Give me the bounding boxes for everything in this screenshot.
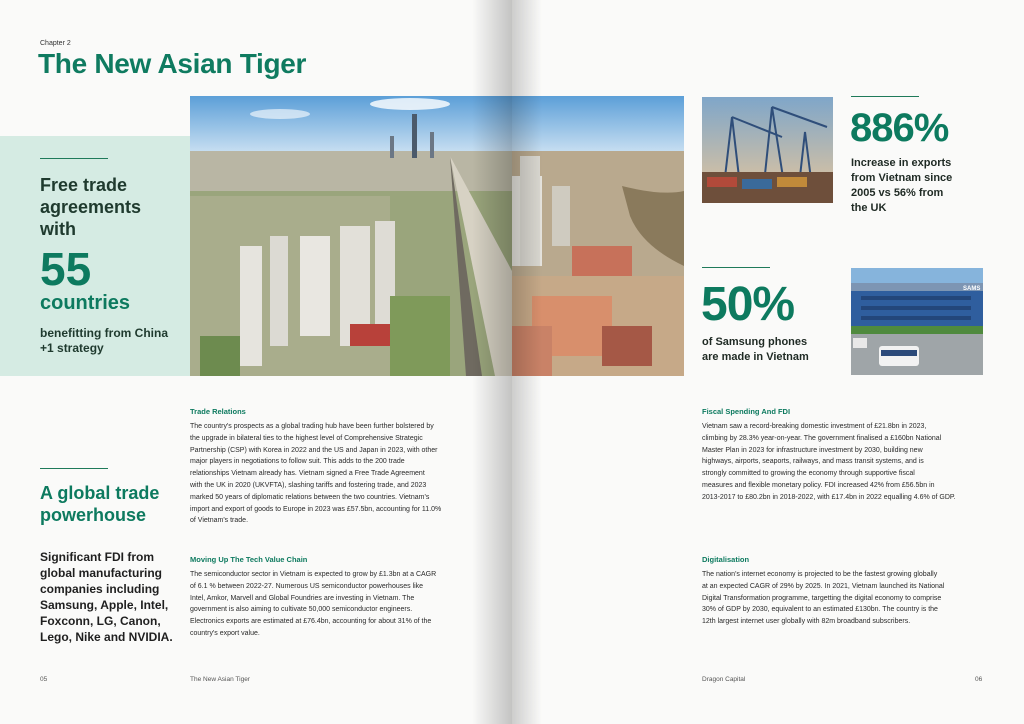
divider-rule bbox=[851, 96, 919, 97]
digitalisation-heading: Digitalisation bbox=[702, 555, 750, 564]
trade-relations-body: The country's prospects as a global trading hub have been further bolstered by the upgrade in bilateral ties to the highest level of Comprehensive Strategic Partnership (CSP) with Korea in 2022 and the US and Japan in 2023, with other major players in negotiations to follow suit. This adds to the 200 trade relationships Vietnam already has. Vietnam signed a Free Trade Agreement with the UK in 2020 (UKVFTA), slashing tariffs and fostering trade, and 2023 marked 50 years of diplomatic relations between the two countries. Vietnam's import and export of goods to Europe in 2023 was £57.5bn, accounting for 11.0% of Vietnam's trade. bbox=[190, 423, 442, 525]
svg-text:SAMS: SAMS bbox=[963, 286, 981, 292]
footer-label: Dragon Capital bbox=[702, 676, 746, 683]
stat-samsung-value: 50% bbox=[701, 278, 795, 331]
trade-relations-heading: Trade Relations bbox=[190, 407, 246, 416]
tech-value-chain-body: The semiconductor sector in Vietnam is expected to grow by £1.3bn at a CAGR of 6.1 % between 2022-27. Numerous US semiconductor powerhouses like Intel, Amkor, Marvell and Global Foundries are investing in Vietnam. The government is also aiming to cultivate 50,000 semiconductor engineers. Electronics exports are estimated at £76.4bn, accounting for about 31% of the country's export value. bbox=[190, 571, 437, 637]
free-trade-unit: countries bbox=[40, 292, 131, 314]
right-page bbox=[512, 0, 1024, 724]
free-trade-number: 55 bbox=[40, 243, 92, 295]
fdi-summary: Significant FDI from global manufacturing companies including Samsung, Apple, Intel, Foxconn, LG, Canon, Lego, Nike and NVIDIA. bbox=[40, 550, 173, 644]
footer-label: The New Asian Tiger bbox=[190, 676, 250, 683]
free-trade-title: Free trade agreements with bbox=[40, 175, 142, 239]
digitalisation-body: The nation's internet economy is projected to be the fastest growing globally at an expected CAGR of 29% by 2025. In 2021, Vietnam launched its National Digital Transformation programme, targetting the digital economy to comprise 30% of GDP by 2030, equivalent to an estimated £130bn. The country is the 12th largest internet user globally with 82m broadband subscribers. bbox=[702, 571, 945, 626]
page-number: 06 bbox=[975, 676, 983, 683]
stat-exports-value: 886% bbox=[850, 106, 949, 150]
fiscal-body: Vietnam saw a record-breaking domestic investment of £21.8bn in 2023, climbing by 28.3% year-on-year. The government finalised a £160bn National Master Plan in 2023 for infrastructure investment by 2030, building new highways, airports, seaports, railways, and mass transit systems, and is strongly committed to growing the economy through supportive fiscal measures and flexible monetary policy. FDI increased 42% from £56.5bn in 2013-2017 to £80.2bn in 2018-2022, with £17.4bn in 2022 equalling 4.6% of GDP. bbox=[702, 423, 956, 501]
page-number: 05 bbox=[40, 676, 48, 683]
free-trade-subtitle: benefitting from China +1 strategy bbox=[40, 326, 168, 355]
stat-samsung-text: of Samsung phones are made in Vietnam bbox=[702, 336, 809, 363]
fiscal-heading: Fiscal Spending And FDI bbox=[702, 407, 791, 416]
chapter-label: Chapter 2 bbox=[40, 40, 71, 47]
divider-rule bbox=[40, 158, 108, 159]
port-cranes-photo bbox=[702, 97, 833, 203]
tech-value-chain-heading: Moving Up The Tech Value Chain bbox=[190, 555, 308, 564]
global-trade-title: A global trade powerhouse bbox=[40, 483, 160, 525]
page-gutter-shadow bbox=[472, 0, 512, 724]
page-gutter-shadow bbox=[512, 0, 542, 724]
divider-rule bbox=[40, 468, 108, 469]
samsung-factory-photo bbox=[851, 268, 983, 375]
divider-rule bbox=[702, 267, 770, 268]
page-title: The New Asian Tiger bbox=[38, 48, 307, 79]
city-aerial-photo bbox=[190, 96, 512, 376]
stat-exports-text: Increase in exports from Vietnam since 2005 vs 56% from the UK bbox=[851, 157, 953, 214]
